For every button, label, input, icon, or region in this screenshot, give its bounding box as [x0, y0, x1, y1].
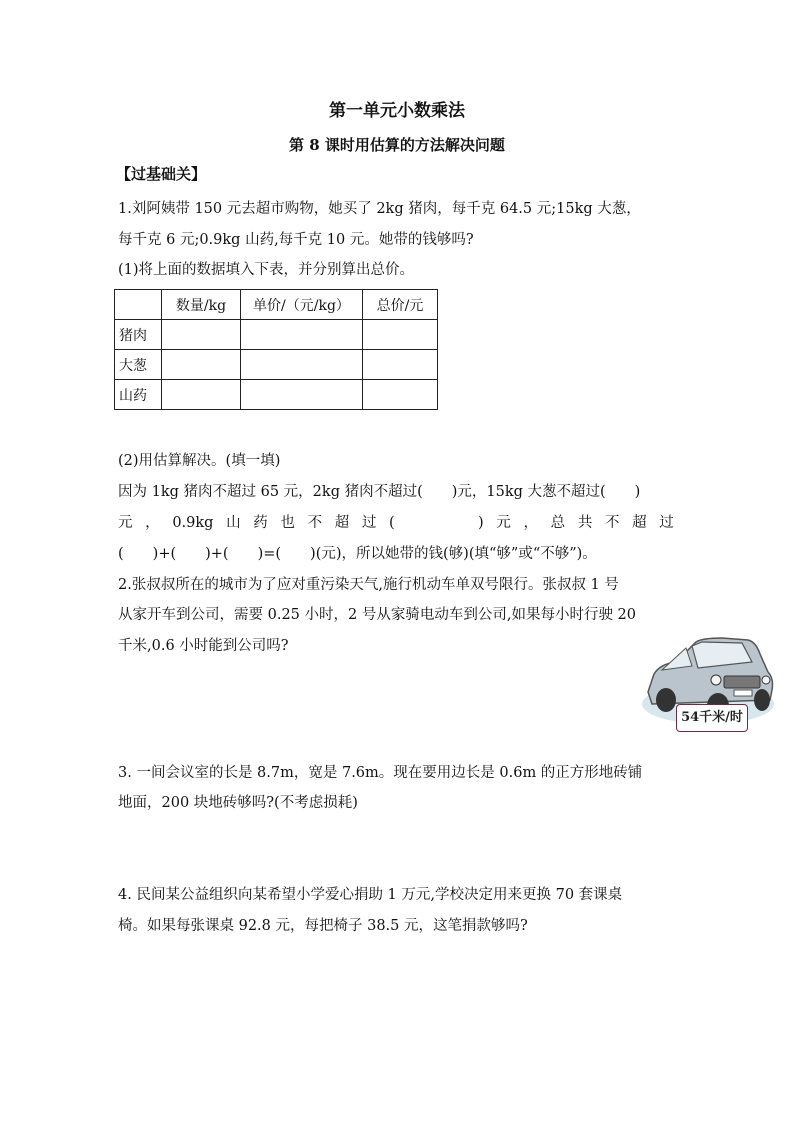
car-side-window [662, 648, 692, 670]
fill-text: 也 [280, 515, 295, 531]
q1-text-line-1: 1.刘阿姨带 150 元去超市购物，她买了 2kg 猪肉，每千克 64.5 元;15kg 大葱， [118, 201, 641, 217]
table-header-cell: 数量/kg [162, 290, 241, 320]
fill-text: 药 [253, 515, 268, 531]
license-plate [734, 690, 752, 696]
lesson-subtitle: 第 8 课时用估算的方法解决问题 [289, 136, 505, 154]
q1-part2-instruction: (2)用估算解决。(填一填) [118, 453, 281, 469]
quantity-cell[interactable] [162, 320, 241, 350]
q3-text-line-2: 地面，200 块地砖够吗?(不考虑损耗) [118, 795, 358, 811]
fill-text: 过 [659, 515, 674, 531]
q2-text-line-1: 2.张叔叔所在的城市为了应对重污染天气,施行机动车单双号限行。张叔叔 1 号 [118, 577, 619, 593]
speed-label: 54千米/时 [676, 704, 748, 732]
fill-text: 共 [577, 515, 593, 531]
total-price-cell[interactable] [363, 350, 438, 380]
car-grille [724, 676, 760, 688]
headlight [711, 675, 721, 685]
q1-fill-line-1: 因为 1kg 猪肉不超过 65 元，2kg 猪肉不超过( )元，15kg 大葱不超过( ) [118, 484, 641, 500]
fill-text: 总 [550, 515, 566, 531]
table-header-row [115, 290, 438, 320]
fill-text: 不 [307, 515, 323, 531]
fill-text: 元 [496, 515, 511, 531]
table-header-cell: 总价/元 [363, 290, 438, 320]
quantity-cell[interactable] [162, 380, 241, 410]
fill-text: 元 [118, 515, 133, 531]
q2-text-line-2: 从家开车到公司，需要 0.25 小时，2 号从家骑电动车到公司,如果每小时行驶 20 [118, 607, 637, 623]
table-row [115, 380, 438, 410]
table-row [115, 350, 438, 380]
q1-fill-line-3: ( )+( )+( )=( )(元)，所以她带的钱(够)(填“够”或“不够”)。 [118, 546, 597, 562]
answer-blank[interactable] [407, 512, 465, 534]
fill-text: ， [523, 515, 539, 531]
table-header-cell: 单价/（元/kg） [241, 290, 363, 320]
fill-text: 过 [361, 515, 377, 531]
fill-text: ( [389, 515, 395, 531]
q1-text-line-2: 每千克 6 元;0.9kg 山药,每千克 10 元。她带的钱够吗? [118, 232, 474, 248]
headlight [762, 676, 770, 684]
q1-fill-line-2 [118, 512, 674, 534]
q3-text-line-1: 3. 一间会议室的长是 8.7m，宽是 7.6m。现在要用边长是 0.6m 的正方形地砖铺 [118, 765, 643, 781]
row-label: 大葱 [115, 350, 162, 380]
row-label: 猪肉 [115, 320, 162, 350]
fill-text: 超 [632, 515, 647, 531]
row-label: 山药 [115, 380, 162, 410]
total-price-cell[interactable] [363, 380, 438, 410]
q4-text-line-2: 椅。如果每张课桌 92.8 元，每把椅子 38.5 元，这笔捐款够吗? [118, 918, 528, 934]
total-price-cell[interactable] [363, 320, 438, 350]
page-title: 第一单元小数乘法 [329, 101, 465, 121]
fill-text: 超 [334, 515, 350, 531]
unit-price-cell[interactable] [241, 350, 363, 380]
section-heading: 【过基础关】 [116, 165, 207, 183]
fill-text: ， [145, 515, 160, 531]
wheel [754, 689, 770, 711]
quantity-cell[interactable] [162, 350, 241, 380]
fill-text: ) [478, 515, 484, 531]
unit-price-cell[interactable] [241, 320, 363, 350]
fill-text: 0.9kg [172, 515, 214, 531]
price-table [114, 289, 438, 410]
q2-text-line-3: 千米,0.6 小时能到公司吗? [118, 638, 289, 654]
unit-price-cell[interactable] [241, 380, 363, 410]
fill-text: 不 [604, 515, 620, 531]
table-header-cell [115, 290, 162, 320]
q1-part1-instruction: (1)将上面的数据填入下表，并分别算出总价。 [118, 262, 415, 278]
q4-text-line-1: 4. 民间某公益组织向某希望小学爱心捐助 1 万元,学校决定用来更换 70 套课桌 [118, 887, 623, 903]
table-row [115, 320, 438, 350]
wheel [656, 688, 676, 712]
fill-text: 山 [226, 515, 241, 531]
